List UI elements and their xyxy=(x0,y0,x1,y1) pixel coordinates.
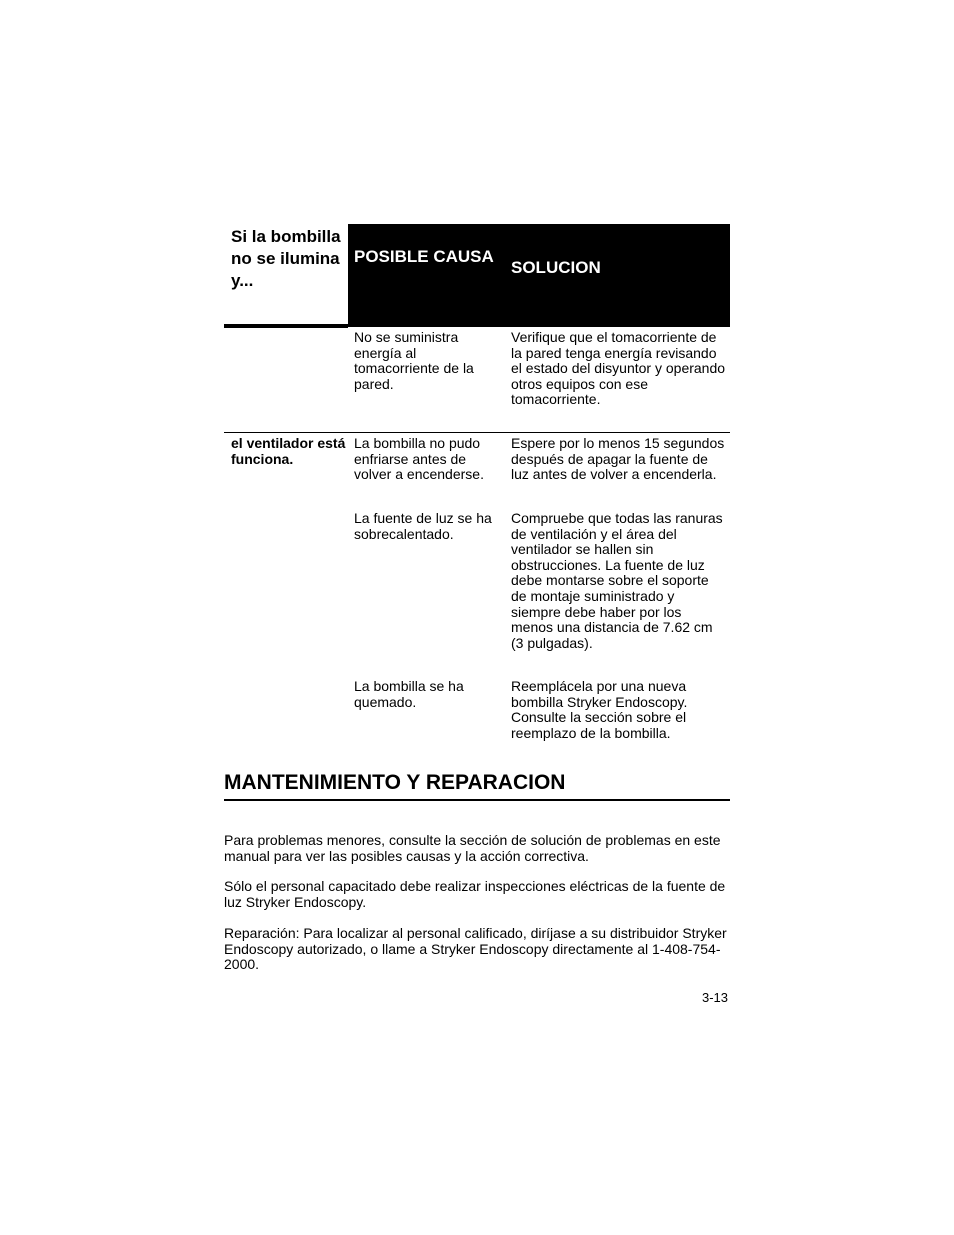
row4-cause: La bombilla se ha quemado. xyxy=(354,678,464,710)
row3-solution: Compruebe que todas las ranuras de ventilación y el área del ventilador se hallen sin obstrucciones. La fuente de luz debe montarse sobre el soporte de montaje suministrado y siempre debe haber por los menos una distancia de 7.62 cm (3 pulgadas). xyxy=(511,510,723,651)
row2-solution: Espere por lo menos 15 segundos después de apagar la fuente de luz antes de volver a encenderla. xyxy=(511,435,725,483)
row4-solution: Reemplácela por una nueva bombilla Stryker Endoscopy. Consulte la sección sobre el reemplazo de la bombilla. xyxy=(511,678,688,741)
page-number: 3-13 xyxy=(701,990,728,1005)
paragraph-3: Reparación: Para localizar al personal calificado, diríjase a su distribuidor Stryker Endoscopy autorizado, o llame a Stryker Endoscopy directamente al 1-408-754-2000. xyxy=(224,925,727,973)
header-condition-label: Si la bombilla no se ilumina y... xyxy=(231,227,341,290)
troubleshooting-table xyxy=(224,224,730,741)
row2-cause: La bombilla no pudo enfriarse antes de volver a encenderse. xyxy=(354,435,484,483)
row2-condition: el ventilador está funciona. xyxy=(231,435,346,467)
section-title: MANTENIMIENTO Y REPARACION xyxy=(224,771,566,794)
row1-cause: No se suministra energía al tomacorriente de la pared. xyxy=(354,329,474,392)
section-rule xyxy=(224,799,730,801)
paragraph-1: Para problemas menores, consulte la sección de solución de problemas en este manual para ver las posibles causas y la acción correctiva. xyxy=(224,832,721,864)
row-divider xyxy=(224,432,730,433)
table-header xyxy=(224,224,730,328)
header-solution-label: SOLUCION xyxy=(511,258,601,277)
header-condition xyxy=(224,224,348,328)
header-cause-label: POSIBLE CAUSA xyxy=(354,247,494,266)
row1-solution: Verifique que el tomacorriente de la pared tenga energía revisando el estado del disyuntor y operando otros equipos con ese tomacorriente. xyxy=(511,329,726,408)
header-black-band xyxy=(348,224,730,327)
row3-cause: La fuente de luz se ha sobrecalentado. xyxy=(354,510,492,542)
paragraph-2: Sólo el personal capacitado debe realizar inspecciones eléctricas de la fuente de luz Stryker Endoscopy. xyxy=(224,878,726,910)
